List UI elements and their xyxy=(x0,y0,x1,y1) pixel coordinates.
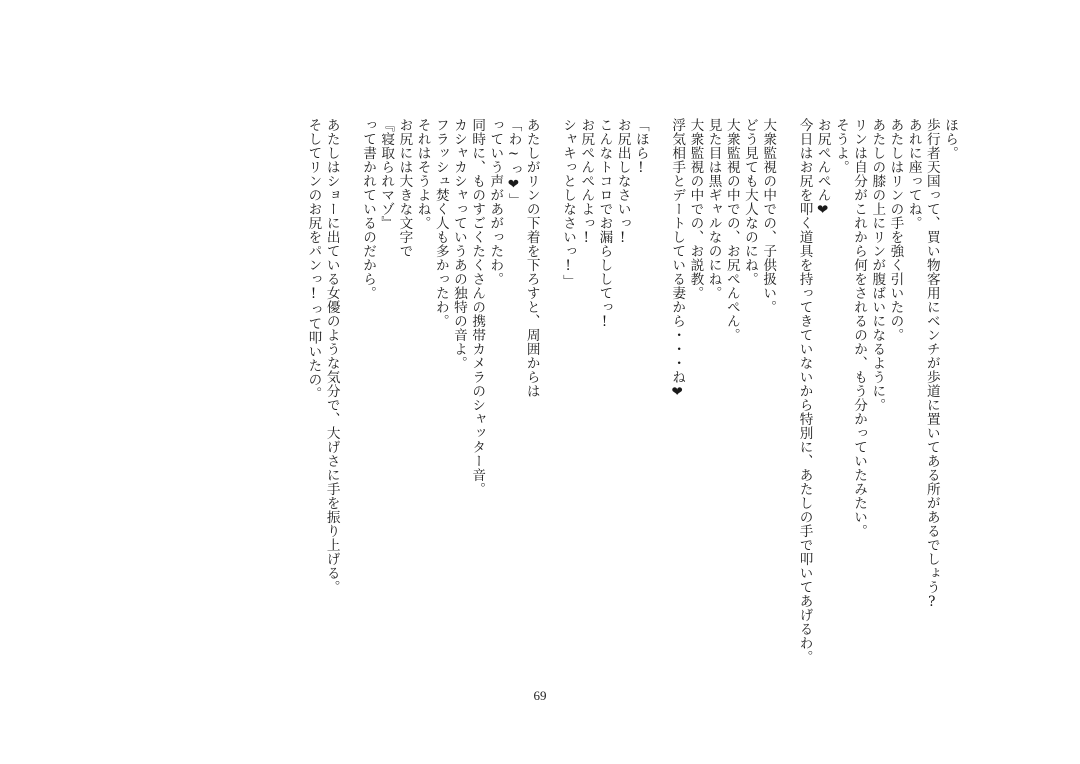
text-column: 「わ~っ❤」 xyxy=(505,118,522,207)
text-column: 「ほら! xyxy=(632,118,649,177)
text-column: 大衆監視の中での、お尻ぺんぺん。 xyxy=(723,118,740,342)
text-column: 大衆監視の中での、お説教。 xyxy=(687,118,704,300)
paragraph-gap xyxy=(338,118,356,678)
paragraph-gap xyxy=(647,118,665,678)
text-column: リンは自分がこれから何をされるのか、もう分かっていたみたい。 xyxy=(851,118,868,538)
text-column: あたしはリンの手を強く引いたの。 xyxy=(887,118,904,342)
text-column: お尻出しなさいっ! xyxy=(614,118,631,247)
text-column: それはそうよね。 xyxy=(414,118,431,230)
text-column: あたしの膝の上にリンが腹ばいになるように。 xyxy=(869,118,886,412)
text-column: 浮気相手とデートしている妻から・・・ね❤ xyxy=(669,118,686,401)
text-column: シャキっとしなさいっ!」 xyxy=(560,118,577,289)
page-number: 69 xyxy=(533,688,547,703)
text-column: フラッシュ焚く人も多かったわ。 xyxy=(432,118,449,328)
text-column: 見た目は黒ギャルなのにね。 xyxy=(705,118,722,300)
text-column: お尻ぺんぺん❤ xyxy=(814,118,831,219)
text-column: そしてリンのお尻をパンっ!って叩いたの。 xyxy=(305,118,322,401)
text-column: 『寝取られマゾ』 xyxy=(378,118,395,230)
text-column: 同時に、ものすごくたくさんの携帯カメラのシャッター音。 xyxy=(469,118,486,496)
text-column: お尻ぺんぺんよっ! xyxy=(578,118,595,247)
text-column: 歩行者天国って、買い物客用にベンチが歩道に置いてある所があるでしょう? xyxy=(923,118,940,611)
text-column: っていう声があがったわ。 xyxy=(487,118,504,286)
text-column: こんなトコロでお漏らししてっ! xyxy=(596,118,613,331)
text-column: どう見ても大人なのにね。 xyxy=(741,118,758,286)
text-column: お尻には大きな文字で xyxy=(396,118,413,258)
vertical-text-body xyxy=(116,118,956,678)
text-column: ほら。 xyxy=(942,118,958,160)
text-column: って書かれているのだから。 xyxy=(360,118,376,300)
paragraph-gap xyxy=(774,118,792,678)
text-column: あたしがリンの下着を下ろすと、周囲からは xyxy=(523,118,540,398)
paragraph-gap xyxy=(538,118,556,678)
text-column: そうよ。 xyxy=(832,118,849,174)
text-column: 大衆監視の中での、子供扱い。 xyxy=(760,118,777,314)
text-column: カシャカシャっていうあの独特の音よ。 xyxy=(450,118,467,370)
text-column: あたしはショーに出ている女優のような気分で、大げさに手を振り上げる。 xyxy=(323,118,340,594)
text-column: あれに座ってね。 xyxy=(905,118,922,230)
text-column: 今日はお尻を叩く道具を持ってきていないから特別に、あたしの手で叩いてあげるわ。 xyxy=(796,118,813,664)
